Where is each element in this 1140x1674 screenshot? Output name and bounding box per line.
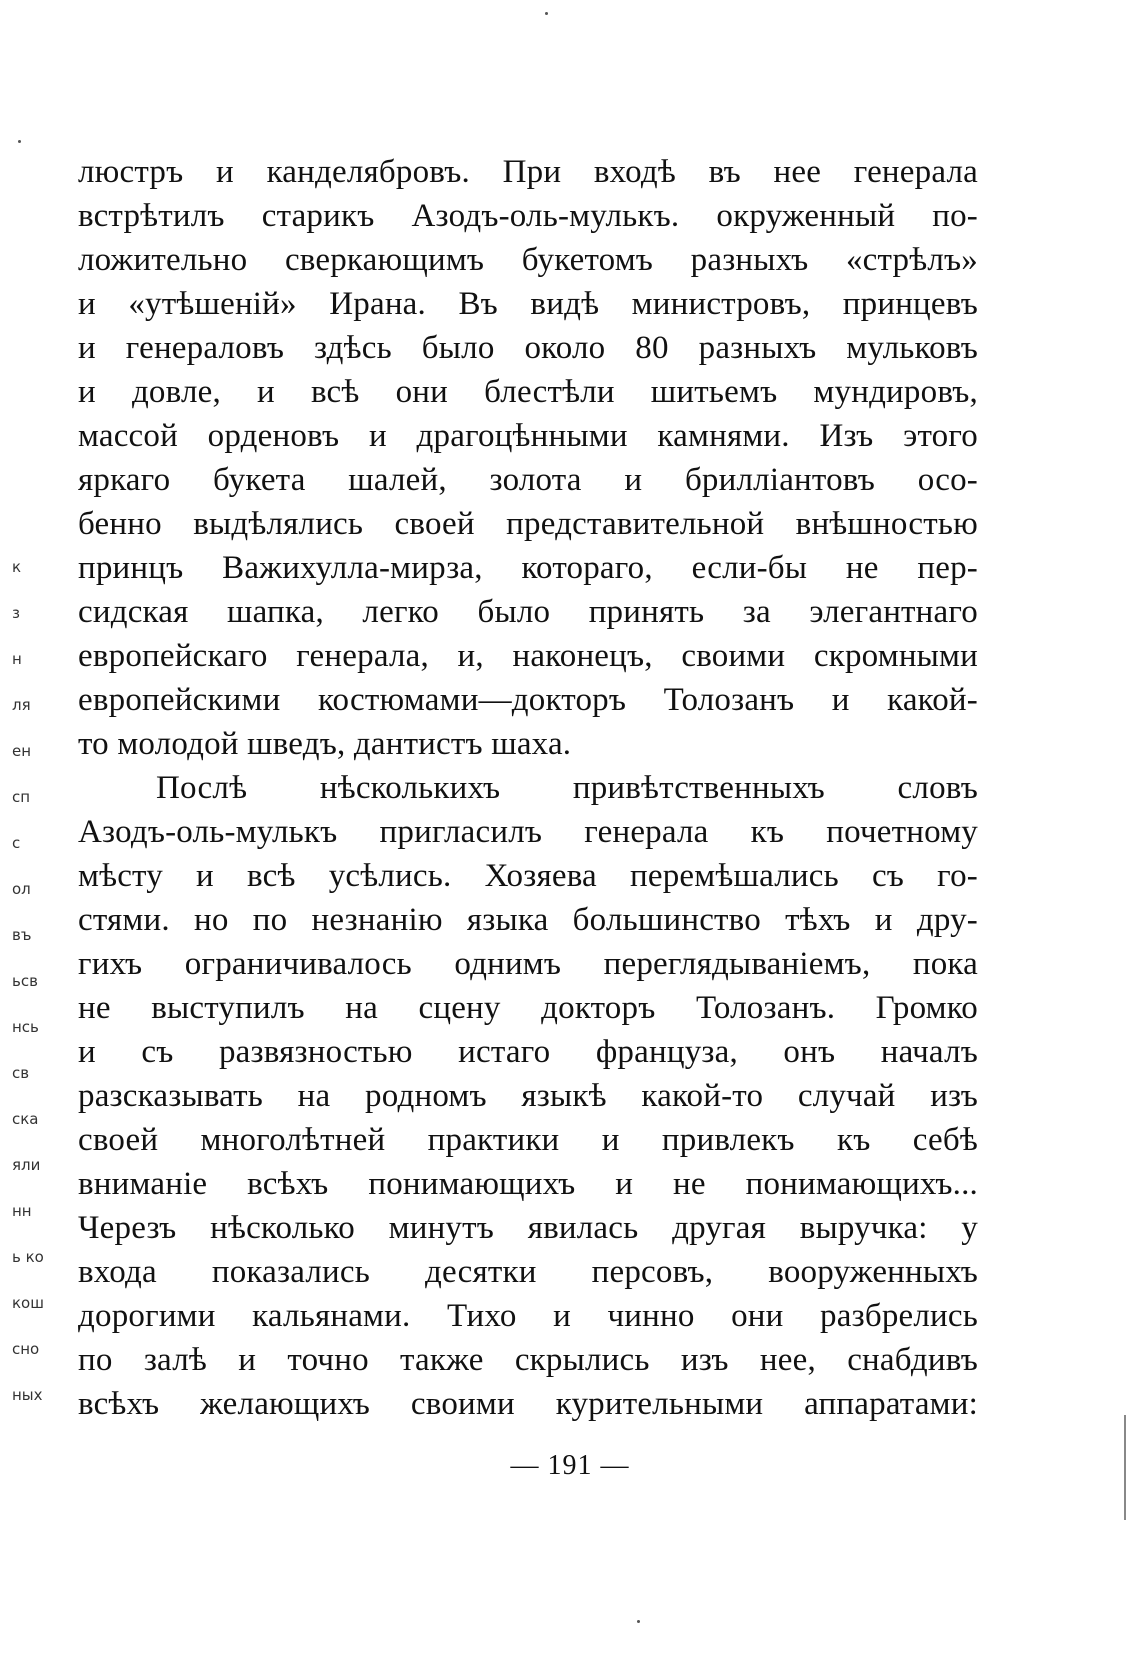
margin-fragment: сно xyxy=(12,1342,40,1358)
text-line: и съ развязностью истаго француза, онъ началъ xyxy=(78,1034,978,1070)
page-number: — 191 — xyxy=(510,1450,630,1481)
margin-fragment: сп xyxy=(12,790,31,806)
text-line: и «утѣшеній» Ирана. Въ видѣ министровъ, принцевъ xyxy=(78,286,978,322)
margin-fragment: ных xyxy=(12,1388,43,1404)
text-line: бенно выдѣлялись своей представительной внѣшностью xyxy=(78,506,978,542)
text-line: своей многолѣтней практики и привлекъ къ себѣ xyxy=(78,1122,978,1158)
text-line: гихъ ограничивалось однимъ переглядываніемъ, пока xyxy=(78,946,978,982)
margin-fragment: з xyxy=(12,606,20,622)
text-line: встрѣтилъ старикъ Азодъ-оль-мулькъ. окруженный по- xyxy=(78,198,978,234)
scan-speck xyxy=(545,12,548,15)
scan-edge-line xyxy=(1124,1415,1126,1520)
margin-fragment: ска xyxy=(12,1112,39,1128)
text-line: всѣхъ желающихъ своими курительными аппаратами: xyxy=(78,1386,978,1422)
text-line: мѣсту и всѣ усѣлись. Хозяева перемѣшались съ го- xyxy=(78,858,978,894)
text-line: европейскаго генерала, и, наконецъ, своими скромными xyxy=(78,638,978,674)
scan-speck xyxy=(637,1620,640,1623)
margin-fragment: н xyxy=(12,652,22,668)
margin-fragment: ьсв xyxy=(12,974,38,990)
text-line: дорогими кальянами. Тихо и чинно они разбрелись xyxy=(78,1298,978,1334)
scan-speck xyxy=(18,140,21,143)
body-text xyxy=(78,150,978,1426)
text-line: не выступилъ на сцену докторъ Толозанъ. Громко xyxy=(78,990,978,1026)
text-line: яркаго букета шалей, золота и брилліантовъ осо- xyxy=(78,462,978,498)
text-line: стями. но по незнанію языка большинство тѣхъ и дру- xyxy=(78,902,978,938)
text-line: сидская шапка, легко было принять за элегантнаго xyxy=(78,594,978,630)
margin-fragment: св xyxy=(12,1066,30,1082)
text-line: вниманіе всѣхъ понимающихъ и не понимающихъ... xyxy=(78,1166,978,1202)
margin-fragment: ь ко xyxy=(12,1250,44,1266)
margin-fragment: к xyxy=(12,560,22,576)
margin-fragment: нсь xyxy=(12,1020,39,1036)
text-line: европейскими костюмами—докторъ Толозанъ и какой- xyxy=(78,682,978,718)
margin-fragment: кош xyxy=(12,1296,44,1312)
text-line: принцъ Важихулла-мирза, котораго, если-бы не пер- xyxy=(78,550,978,586)
margin-fragment: ен xyxy=(12,744,32,760)
text-line: входа показались десятки персовъ, вооруженныхъ xyxy=(78,1254,978,1290)
text-line: разсказывать на родномъ языкѣ какой-то случай изъ xyxy=(78,1078,978,1114)
margin-fragment: въ xyxy=(12,928,32,944)
margin-fragment: яли xyxy=(12,1158,41,1174)
text-line: массой орденовъ и драгоцѣнными камнями. Изъ этого xyxy=(78,418,978,454)
text-line: то молодой шведъ, дантистъ шаха. xyxy=(78,726,572,762)
text-line: люстръ и канделябровъ. При входѣ въ нее генерала xyxy=(78,154,978,190)
text-line: Черезъ нѣсколько минутъ явилась другая выручка: у xyxy=(78,1210,978,1246)
margin-fragment: с xyxy=(12,836,21,852)
text-line: и довле, и всѣ они блестѣли шитьемъ мундировъ, xyxy=(78,374,978,410)
margin-fragment: нн xyxy=(12,1204,32,1220)
text-line: по залѣ и точно также скрылись изъ нее, снабдивъ xyxy=(78,1342,978,1378)
text-line: Азодъ-оль-мулькъ пригласилъ генерала къ почетному xyxy=(78,814,978,850)
adjacent-page-bleed xyxy=(12,560,52,1434)
text-line: Послѣ нѣсколькихъ привѣтственныхъ словъ xyxy=(156,770,978,806)
margin-fragment: ол xyxy=(12,882,31,898)
margin-fragment: ля xyxy=(12,698,31,714)
text-line: ложительно сверкающимъ букетомъ разныхъ «стрѣлъ» xyxy=(78,242,978,278)
text-line: и генераловъ здѣсь было около 80 разныхъ мульковъ xyxy=(78,330,978,366)
